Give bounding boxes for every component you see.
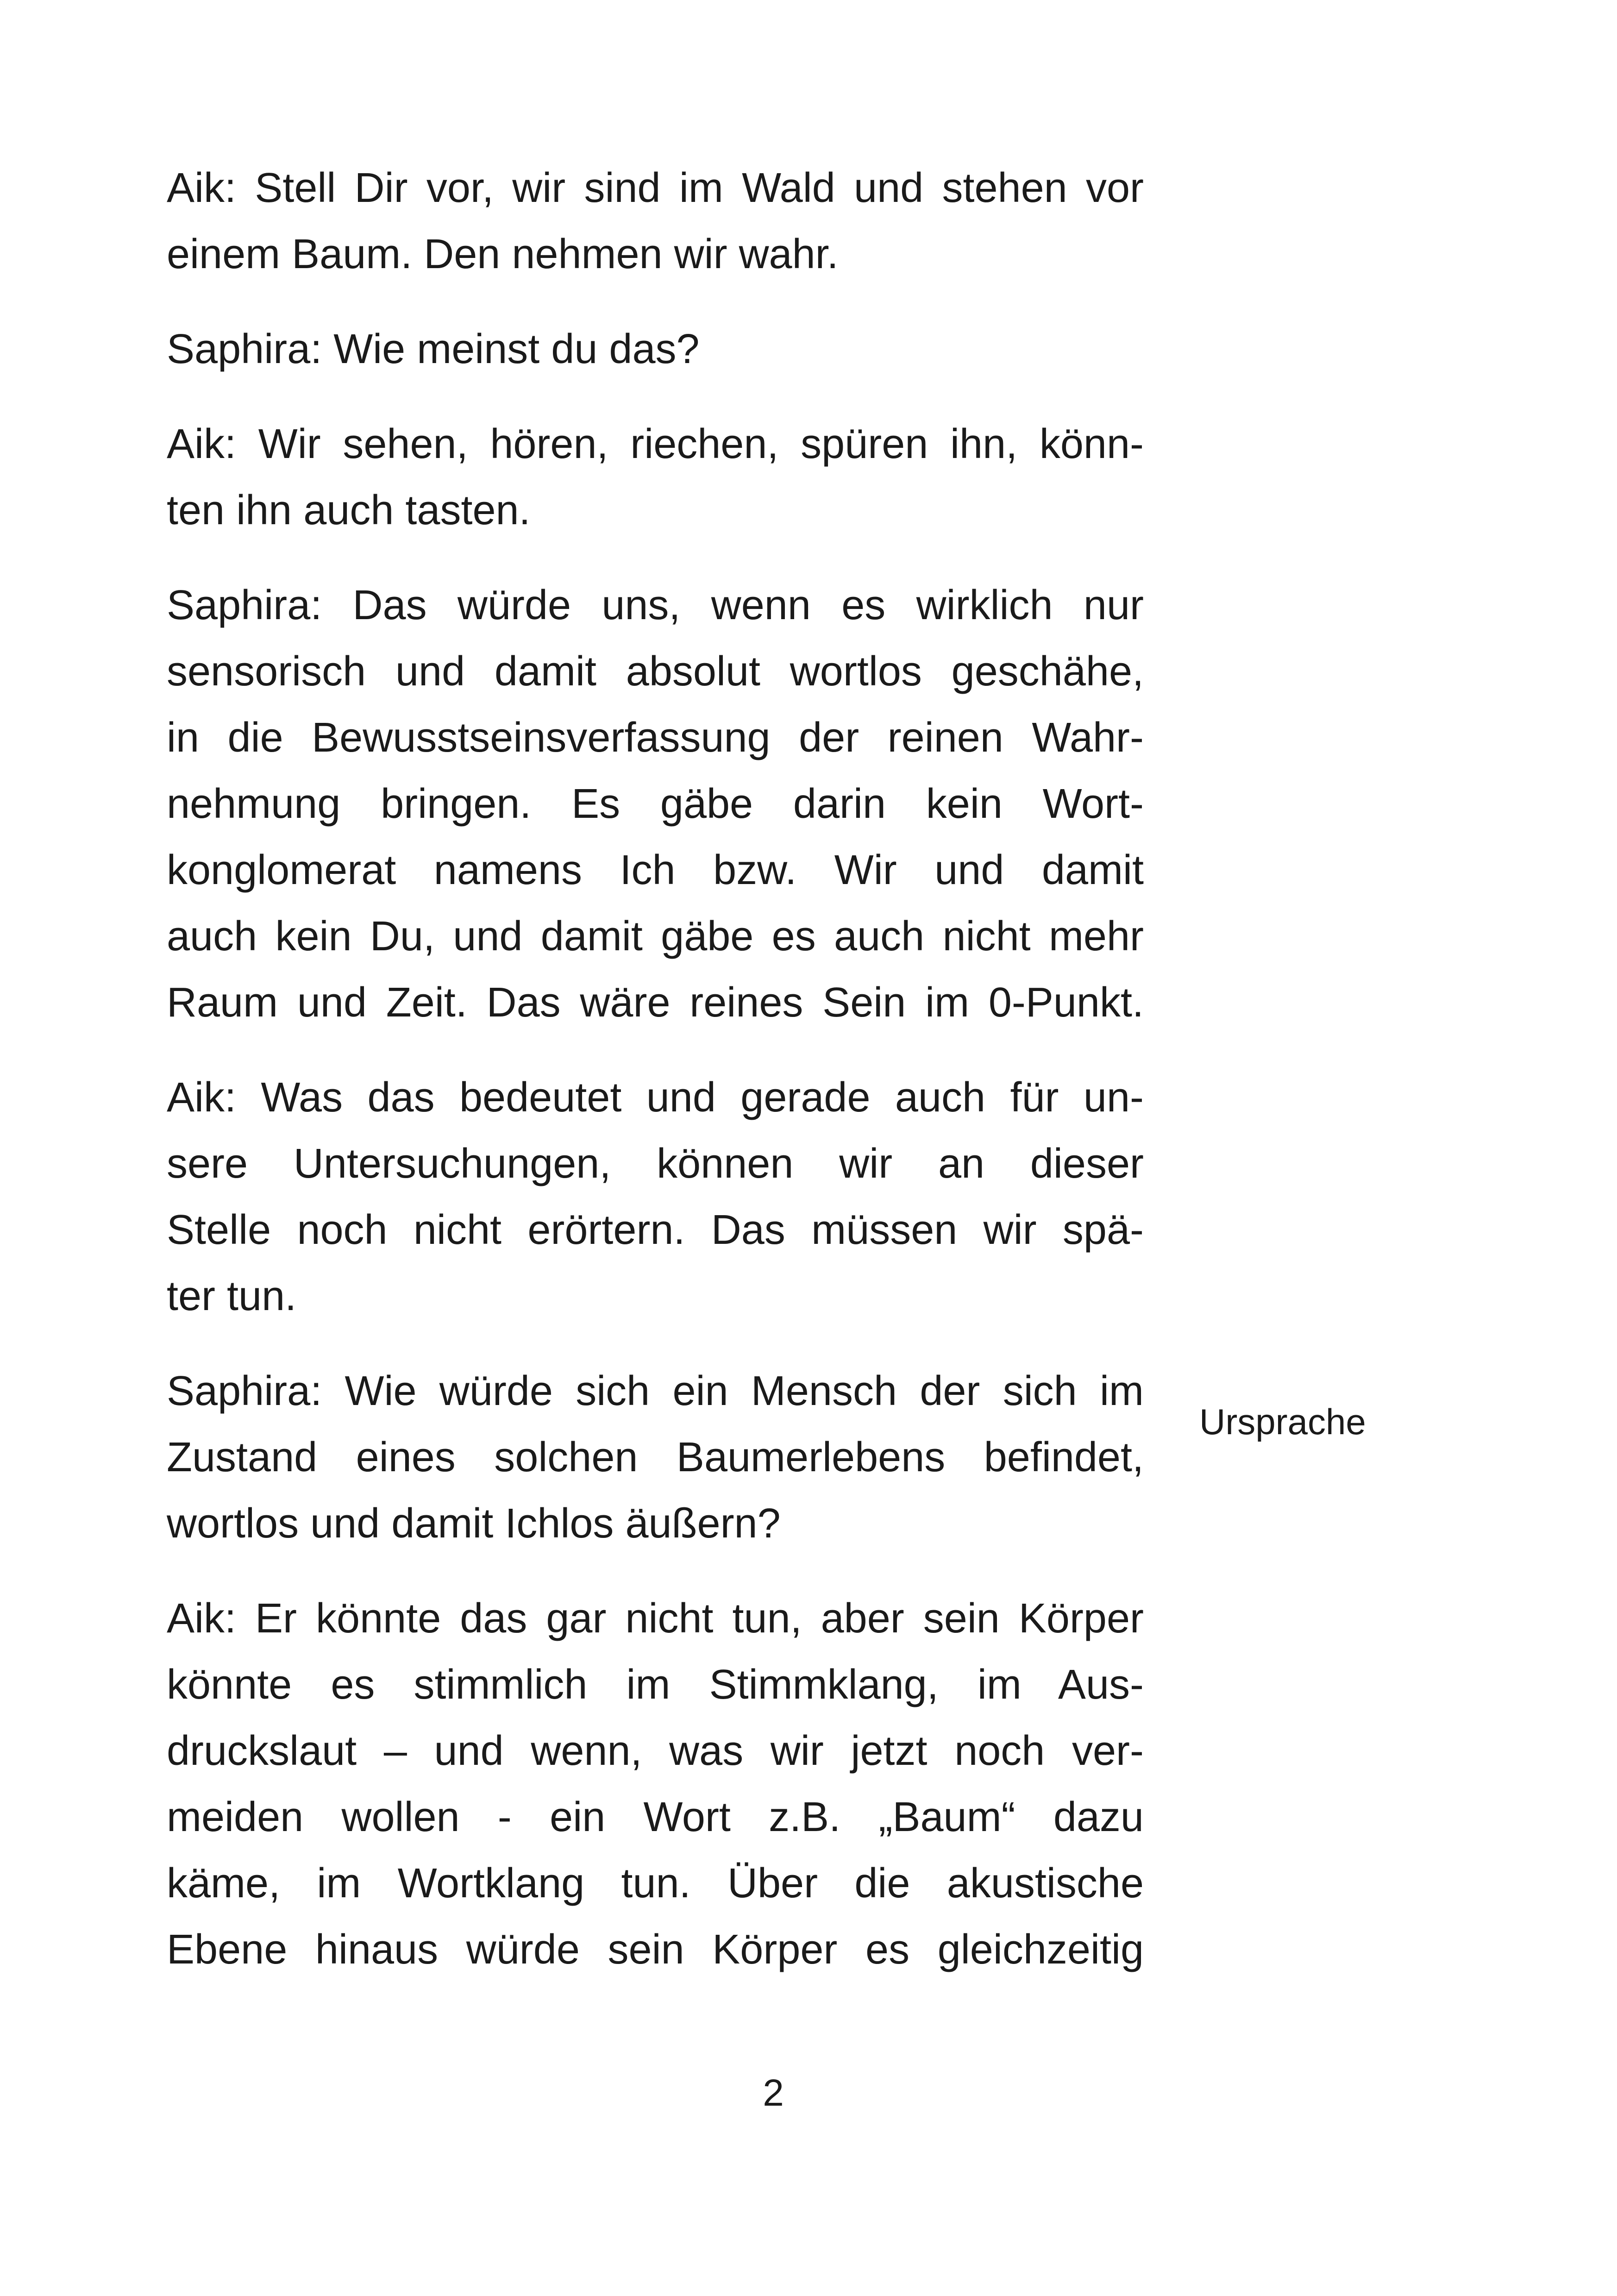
text-line: Saphira: Das würde uns, wenn es wirklich nur [167,582,1144,628]
paragraph [167,155,1144,288]
text-line: in die Bewusstseinsverfassung der reinen Wahr- [167,715,1144,761]
text-line: konglomerat namens Ich bzw. Wir und damit [167,847,1144,893]
text-line: Ebene hinaus würde sein Körper es gleichzeitig [167,1926,1144,1973]
text-line: käme, im Wortklang tun. Über die akustische [167,1860,1144,1907]
text-line: sere Untersuchungen, können wir an dieser [167,1141,1144,1187]
text-line: wortlos und damit Ichlos äußern? [167,1500,781,1547]
text-line: ter tun. [167,1273,297,1319]
text-line: Zustand eines solchen Baumerlebens befindet, [167,1434,1144,1480]
text-line: meiden wollen - ein Wort z.B. „Baum“ dazu [167,1794,1144,1840]
paragraph [167,1065,1144,1330]
paragraph [167,1358,1144,1557]
text-line: Aik: Er könnte das gar nicht tun, aber sein Körper [167,1595,1144,1642]
page-number: 2 [763,2072,784,2114]
text-line: ten ihn auch tasten. [167,487,531,533]
text-line: Aik: Wir sehen, hören, riechen, spüren ihn, könn- [167,421,1144,467]
text-line: Aik: Was das bedeutet und gerade auch für un- [167,1074,1144,1121]
text-line: nehmung bringen. Es gäbe darin kein Wort- [167,781,1144,827]
text-line: Raum und Zeit. Das wäre reines Sein im 0-Punkt. [167,979,1144,1026]
text-line: könnte es stimmlich im Stimmklang, im Aus- [167,1662,1144,1708]
text-line: Stelle noch nicht erörtern. Das müssen wir spä- [167,1207,1144,1253]
text-line: Saphira: Wie würde sich ein Mensch der sich im [167,1368,1144,1414]
paragraph [167,572,1144,1036]
text-line: druckslaut – und wenn, was wir jetzt noch ver- [167,1728,1144,1774]
paragraph [167,411,1144,544]
text-line: Aik: Stell Dir vor, wir sind im Wald und stehen vor [167,165,1144,211]
main-text-column [167,155,1144,1983]
margin-note: Ursprache [1199,1401,1366,1442]
text-line: auch kein Du, und damit gäbe es auch nicht mehr [167,913,1144,960]
text-line: Saphira: Wie meinst du das? [167,326,700,372]
text-line: einem Baum. Den nehmen wir wahr. [167,231,839,277]
paragraph [167,316,1144,383]
text-line: sensorisch und damit absolut wortlos geschähe, [167,648,1144,695]
paragraph [167,1586,1144,1983]
